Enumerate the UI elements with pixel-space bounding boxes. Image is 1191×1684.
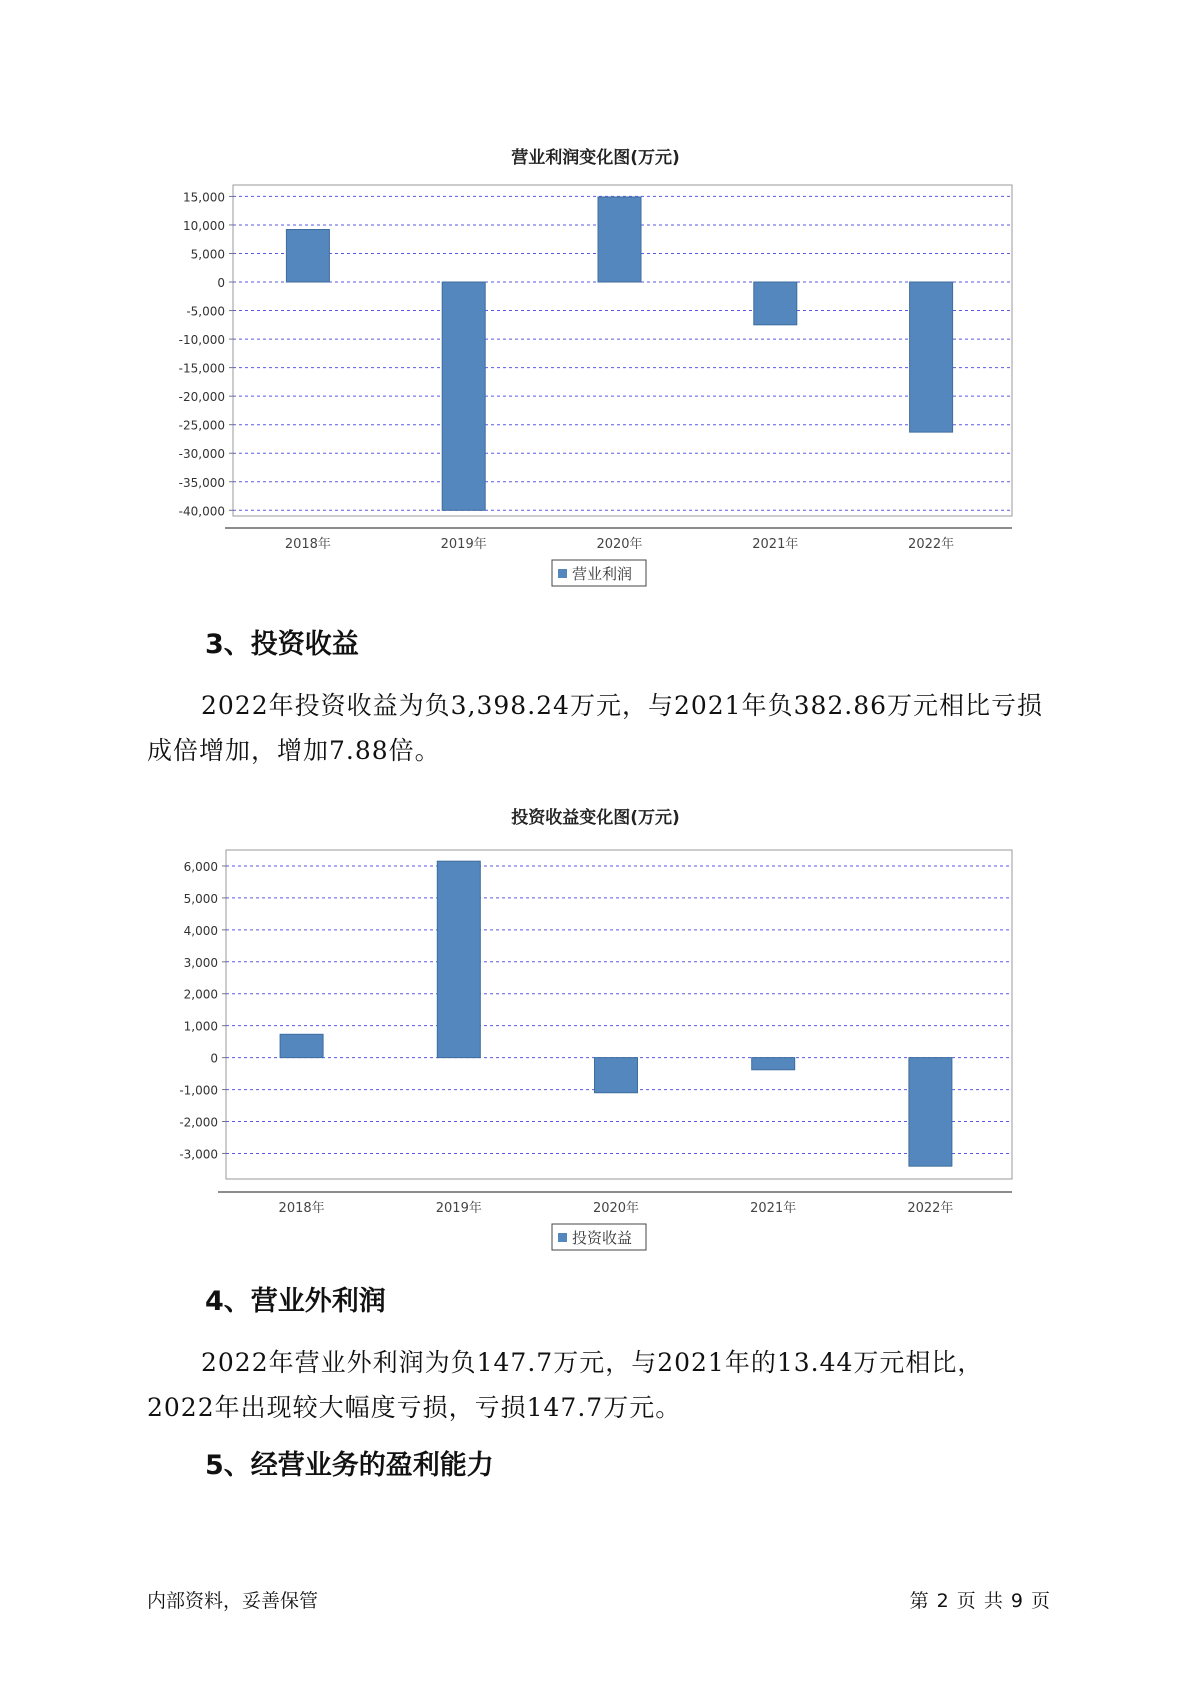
bar-2022年: [909, 1058, 952, 1167]
y-tick-label: 0: [210, 1051, 218, 1066]
y-tick-label: 5,000: [183, 891, 218, 906]
y-tick-label: 10,000: [183, 218, 225, 233]
legend-label: 投资收益: [572, 1229, 633, 1247]
bar-2018年: [280, 1034, 323, 1057]
legend: [552, 560, 646, 586]
y-tick-label: 6,000: [183, 859, 218, 874]
footer-page-number: 第 2 页 共 9 页: [909, 1590, 1051, 1612]
section-heading-business-profitability: 5、经营业务的盈利能力: [205, 1450, 494, 1481]
y-tick-label: 2,000: [183, 987, 218, 1002]
x-tick-label: 2021年: [752, 537, 799, 552]
bar-2018年: [286, 230, 329, 283]
y-tick-label: -10,000: [178, 333, 225, 348]
y-tick-label: 3,000: [183, 955, 218, 970]
x-tick-label: 2020年: [592, 1201, 640, 1216]
bar-2022年: [910, 282, 953, 432]
bar-2021年: [752, 1058, 795, 1070]
bar-2020年: [595, 1058, 638, 1093]
x-tick-label: 2021年: [750, 1201, 797, 1216]
y-tick-label: -3,000: [179, 1147, 218, 1162]
x-tick-label: 2020年: [596, 537, 643, 552]
chart-title-operating-profit: 营业利润变化图(万元): [511, 148, 680, 168]
x-tick-label: 2019年: [440, 537, 487, 552]
y-tick-label: -5,000: [186, 304, 225, 319]
x-tick-label: 2022年: [907, 1201, 954, 1216]
legend: [552, 1224, 646, 1250]
legend-swatch: [558, 569, 567, 578]
bar-2020年: [598, 197, 641, 282]
plot-area: [226, 850, 1012, 1179]
y-tick-label: 15,000: [183, 190, 225, 205]
legend-swatch: [558, 1233, 567, 1242]
y-tick-label: -1,000: [179, 1083, 218, 1098]
y-tick-label: -30,000: [178, 447, 225, 462]
chart-title-investment-income: 投资收益变化图(万元): [511, 808, 680, 828]
x-tick-label: 2018年: [278, 1201, 325, 1216]
footer-confidential-note: 内部资料，妥善保管: [147, 1590, 319, 1612]
y-tick-label: -35,000: [178, 475, 225, 490]
bar-2019年: [442, 282, 485, 510]
y-tick-label: 1,000: [183, 1019, 218, 1034]
investment-income-chart: [0, 835, 1191, 1275]
y-tick-label: -15,000: [178, 361, 225, 376]
bar-2021年: [754, 282, 797, 325]
y-tick-label: -20,000: [178, 390, 225, 405]
y-tick-label: -2,000: [179, 1115, 218, 1130]
y-tick-label: 5,000: [190, 247, 225, 262]
y-tick-label: 4,000: [183, 923, 218, 938]
bar-2019年: [437, 861, 480, 1057]
operating-profit-chart: [0, 175, 1191, 615]
y-tick-label: 0: [217, 276, 225, 291]
x-tick-label: 2018年: [284, 537, 331, 552]
x-tick-label: 2022年: [908, 537, 955, 552]
paragraph-investment-income: 2022年投资收益为负3,398.24万元，与2021年负382.86万元相比亏损成倍增加，增加7.88倍。: [147, 691, 1044, 765]
paragraph-non-operating-profit: 2022年营业外利润为负147.7万元，与2021年的13.44万元相比，2022年出现较大幅度亏损，亏损147.7万元。: [147, 1348, 984, 1422]
section-heading-investment-income: 3、投资收益: [205, 629, 359, 660]
x-tick-label: 2019年: [435, 1201, 482, 1216]
y-tick-label: -25,000: [178, 418, 225, 433]
y-tick-label: -40,000: [178, 504, 225, 519]
legend-label: 营业利润: [572, 565, 633, 583]
section-heading-non-operating-profit: 4、营业外利润: [205, 1286, 386, 1317]
